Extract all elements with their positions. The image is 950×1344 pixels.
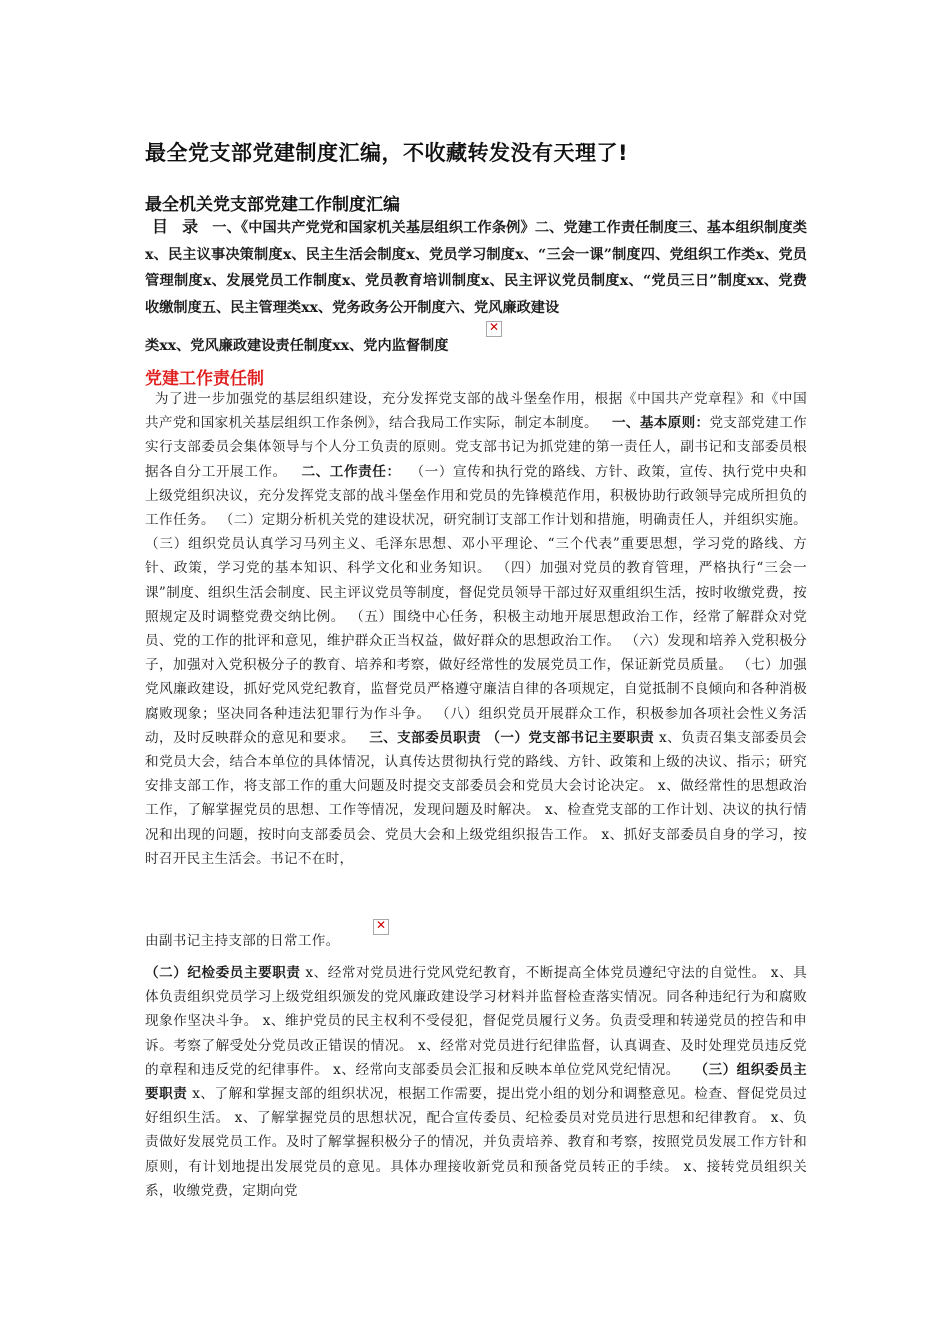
body-paragraph	[145, 387, 807, 871]
toc-text: 一、《中国共产党党和国家机关基层组织工作条例》二、党建工作责任制度三、基本组织制度类x、民主议事决策制度x、民主生活会制度x、党员学习制度x、“三会一课”制度四、党组织工作类x、党员管理制度x、发展党员工作制度x、党员教育培训制度x、民主评议党员制度x、“党员三日”制度xx、党费收缴制度五、民主管理类xx、党务政务公开制度六、党风廉政建设	[145, 220, 807, 316]
secretary-duties-text: x、负责召集支部委员会和党员大会，结合本单位的具体情况，认真传达贯彻执行党的路线、方针、政策和上级的决议、指示；研究安排支部工作，将支部工作的重大问题及时提交支部委员会和党员大会讨论决定。 x、做经常性的思想政治工作，了解掌握党员的思想、工作等情况，发现问题及时解决。 x、检查党支部的工作计划、决议的执行情况和出现的问题，按时向支部委员会、党员大会和上级党组织报告工作。 x、抓好支部委员自身的学习，按时召开民主生活会。书记不在时，	[145, 729, 808, 867]
heading-work-responsibility: 二、工作责任：	[301, 463, 401, 480]
organization-member-text: x、了解和掌握支部的组织状况，根据工作需要，提出党小组的划分和调整意见。检查、督促党员过好组织生活。 x、了解掌握党员的思想状况，配合宣传委员、纪检委员对党员进行思想和纪律教育。 x、负责做好发展党员工作。及时了解掌握积极分子的情况，并负责培养、教育和考察，按照党员发展工作方针和原则，有计划地提出发展党员的意见。具体办理接收新党员和预备党员转正的手续。 x、接转党员组织关系，收缴党费，定期向党	[145, 1086, 807, 1199]
body-paragraph-3	[145, 961, 807, 1203]
broken-image-icon	[486, 321, 502, 337]
body-paragraph-2: 由副书记主持支部的日常工作。	[145, 933, 340, 949]
document-subtitle: 最全机关党支部党建工作制度汇编	[145, 195, 400, 215]
toc-heading: 目录	[152, 217, 213, 236]
heading-committee-duties: 三、支部委员职责 （一）党支部书记主要职责	[369, 729, 655, 746]
document-title: 最全党支部党建制度汇编，不收藏转发没有天理了!	[145, 141, 629, 165]
work-responsibility-text: （一）宣传和执行党的路线、方针、政策，宣传、执行党中央和上级党组织决议，充分发挥党支部的战斗堡垒作用和党员的先锋模范作用，积极协助行政领导完成所担负的工作任务。 （二）定期分析机关党的建设状况，研究制订支部工作计划和措施，明确责任人，并组织实施。 （三）组织党员认真学习马列主义、毛泽东思想、邓小平理论、“三个代表”重要思想，学习党的路线、方针、政策，学习党的基本知识、科学文化和业务知识。 （四）加强对党员的教育管理，严格执行“三会一课”制度、组织生活会制度、民主评议党员等制度，督促党员领导干部过好双重组织生活，按时收缴党费，按照规定及时调整党费交纳比例。 （五）围绕中心任务，积极主动地开展思想政治工作，经常了解群众对党员、党的工作的批评和意见，维护群众正当权益，做好群众的思想政治工作。 （六）发现和培养入党积极分子，加强对入党积极分子的教育、培养和考察，做好经常性的发展党员工作，保证新党员质量。 （七）加强党风廉政建设，抓好党风党纪教育，监督党员严格遵守廉洁自律的各项规定，自觉抵制不良倾向和各种消极腐败现象；坚决同各种违法犯罪行为作斗争。 （八）组织党员开展群众工作，积极参加各项社会性义务活动，及时反映群众的意见和要求。	[145, 463, 808, 746]
intro-text: 为了进一步加强党的基层组织建设，充分发挥党支部的战斗堡垒作用，根据《中国共产党章程》和《中国共产党和国家机关基层组织工作条例》，结合我局工作实际，制定本制度。	[145, 391, 807, 432]
heading-discipline-member: （二）纪检委员主要职责	[145, 965, 301, 981]
heading-basic-principles: 一、基本原则：	[611, 415, 710, 432]
discipline-member-text: x、经常对党员进行党风党纪教育，不断提高全体党员遵纪守法的自觉性。 x、具体负责组织党员学习上级党组织颁发的党风廉政建设学习材料并监督检查落实情况。同各种违纪行为和腐败现象作坚决斗争。 x、维护党员的民主权利不受侵犯，督促党员履行义务。负责受理和转递党员的控告和申诉。考察了解受处分党员改正错误的情况。 x、经常对党员进行纪律监督，认真调查、及时处理党员违反党的章程和违反党的纪律事件。 x、经常向支部委员会汇报和反映本单位党风党纪情况。	[145, 965, 807, 1078]
section-title: 党建工作责任制	[145, 369, 264, 389]
broken-image-icon	[373, 919, 389, 935]
toc-last-line: 类xx、党风廉政建设责任制度xx、党内监督制度	[145, 338, 449, 354]
table-of-contents	[145, 214, 807, 321]
heading-organization-member: （三）组织委员主要职责	[145, 1061, 807, 1103]
basic-principles-text: 党支部党建工作实行支部委员会集体领导与个人分工负责的原则。党支部书记为抓党建的第一责任人，副书记和支部委员根据各自分工开展工作。	[145, 415, 807, 480]
